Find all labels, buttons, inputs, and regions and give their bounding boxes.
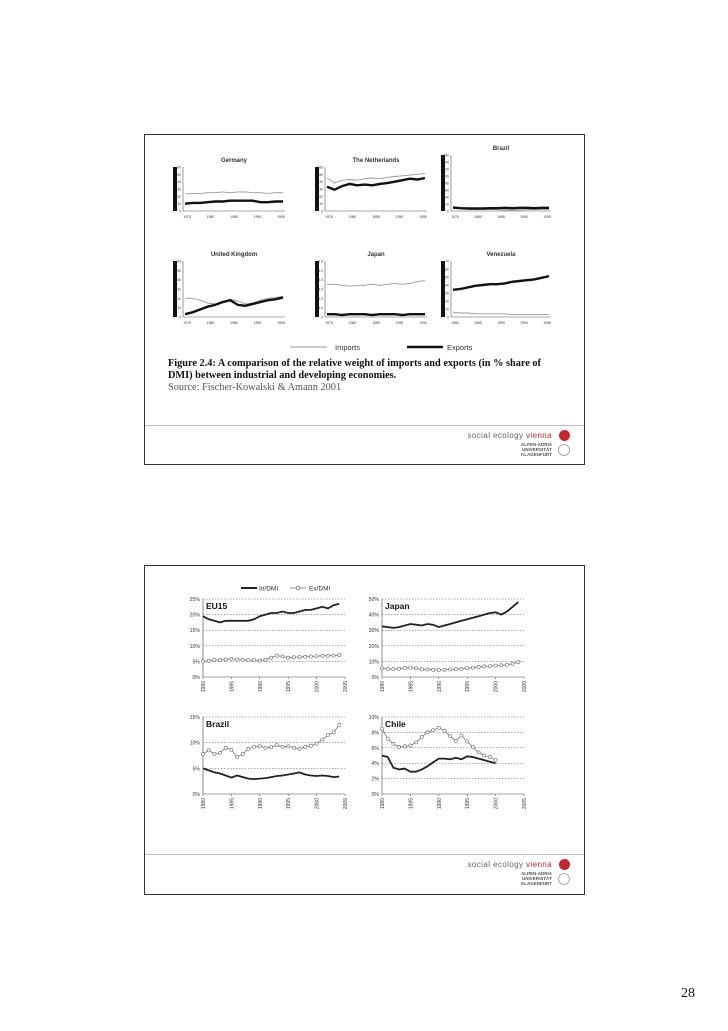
ex-dmi-point <box>415 667 418 670</box>
y-tick-label: 10 <box>177 202 181 207</box>
y-tick-label: 25% <box>189 597 200 603</box>
slide-footer-divider <box>145 854 584 855</box>
logo-text: social ecology vienna <box>467 431 552 440</box>
slide-figure-2-4 <box>144 134 585 465</box>
chart-title: Japan <box>385 601 410 611</box>
x-tick-label: 1980 <box>206 215 215 219</box>
y-tick-label: 50% <box>368 597 379 603</box>
x-tick-label: 1980 <box>348 215 357 219</box>
x-tick-label: 1985 <box>372 321 380 325</box>
x-tick-label: 1995 <box>465 681 472 693</box>
ex-dmi-point <box>304 745 307 748</box>
ex-dmi-point <box>298 747 301 750</box>
ex-dmi-point <box>403 745 406 748</box>
y-tick-label: 0% <box>371 792 379 798</box>
x-tick-label: 1980 <box>348 321 357 325</box>
x-tick-label: 2005 <box>522 681 528 693</box>
x-tick-label: 1980 <box>474 215 482 219</box>
x-tick-label: 1990 <box>395 215 404 219</box>
y-tick-label: 20 <box>319 194 323 199</box>
y-tick-label: 4.0 <box>318 278 323 283</box>
y-tick-label: 70 <box>445 259 449 264</box>
ex-dmi-point <box>213 752 216 755</box>
y-tick-label: 160 <box>443 153 449 158</box>
university-label: ALPEN-ADRIA UNIVERSITÄT KLAGENFURT <box>521 871 552 886</box>
legend-exports-label: Exports <box>447 343 473 352</box>
x-tick-label: 1975 <box>451 215 459 219</box>
y-tick-label: 40 <box>177 180 181 185</box>
x-tick-label: 1980 <box>206 321 215 325</box>
ex-dmi-point <box>437 726 440 729</box>
ex-dmi-point <box>264 658 267 661</box>
ex-dmi-point <box>326 654 329 657</box>
chart-title: Venezuela <box>486 252 516 258</box>
ex-dmi-point <box>454 739 457 742</box>
legend-ex-label: Ex/DMI <box>309 585 331 593</box>
y-tick-label: 60 <box>445 188 449 193</box>
ex-dmi-point <box>466 667 469 670</box>
y-tick-label: 3.0 <box>318 287 323 292</box>
imports-line <box>327 281 425 287</box>
country-chart-united-kingdom <box>173 252 285 325</box>
y-tick-label: 30 <box>445 291 449 296</box>
country-chart-germany <box>173 158 285 219</box>
x-tick-label: 2005 <box>522 798 528 810</box>
ex-dmi-point <box>397 667 400 670</box>
ex-dmi-point <box>298 655 301 658</box>
ex-dmi-point <box>380 667 383 670</box>
ex-dmi-point <box>517 661 520 664</box>
ex-dmi-point <box>466 740 469 743</box>
in-dmi-line <box>203 768 339 779</box>
ex-dmi-point <box>483 754 486 757</box>
y-tick-label: 40 <box>445 283 449 288</box>
y-tick-label: 10 <box>177 306 181 311</box>
y-tick-label: 6.0 <box>318 259 323 264</box>
chart-title: EU15 <box>206 601 228 611</box>
ex-dmi-point <box>397 745 400 748</box>
y-tick-label: 2.0 <box>318 296 323 301</box>
ex-dmi-point <box>432 729 435 732</box>
x-tick-label: 1995 <box>419 321 427 325</box>
ex-dmi-point <box>281 745 284 748</box>
dmi-charts-grid <box>145 566 586 826</box>
dmi-chart-chile <box>369 715 528 809</box>
x-tick-label: 1985 <box>230 321 238 325</box>
ex-dmi-point <box>213 658 216 661</box>
x-tick-label: 1985 <box>497 215 505 219</box>
social-ecology-vienna-logo <box>464 860 574 896</box>
ex-dmi-point <box>241 752 244 755</box>
ex-dmi-point <box>247 747 250 750</box>
ex-dmi-point <box>304 655 307 658</box>
x-tick-label: 1985 <box>229 798 236 810</box>
university-label: ALPEN-ADRIA UNIVERSITÄT KLAGENFURT <box>521 442 552 457</box>
ex-dmi-point <box>386 667 389 670</box>
ex-dmi-point <box>420 668 423 671</box>
ex-dmi-point <box>494 759 497 762</box>
ex-dmi-point <box>258 659 261 662</box>
y-tick-label: 15% <box>189 715 200 721</box>
y-tick-label: 1.0 <box>318 306 323 311</box>
ex-dmi-point <box>321 738 324 741</box>
y-tick-label: 60 <box>445 267 449 272</box>
ex-dmi-point <box>443 729 446 732</box>
x-tick-label: 2000 <box>314 798 321 810</box>
y-tick-label: 10 <box>319 202 323 207</box>
ex-dmi-point <box>201 660 204 663</box>
ex-dmi-point <box>511 662 514 665</box>
x-tick-label: 1990 <box>436 798 443 810</box>
x-tick-label: 1990 <box>395 321 404 325</box>
ex-dmi-point <box>236 755 239 758</box>
y-tick-label: 10% <box>189 643 200 650</box>
ex-dmi-point <box>236 658 239 661</box>
ex-dmi-point <box>488 755 491 758</box>
imports-line <box>185 192 283 194</box>
ex-dmi-point <box>471 666 474 669</box>
y-tick-label: 30 <box>319 187 323 192</box>
x-tick-label: 1985 <box>474 321 482 325</box>
x-tick-label: 1990 <box>257 681 264 693</box>
chart-title: Brazil <box>492 146 510 152</box>
ex-dmi-point <box>326 733 329 736</box>
x-tick-label: 1975 <box>183 321 191 325</box>
y-tick-label: 40 <box>177 278 181 283</box>
x-tick-label: 2005 <box>343 798 349 810</box>
x-tick-label: 1980 <box>201 681 207 693</box>
x-tick-label: 1995 <box>465 798 472 810</box>
legend <box>241 586 331 593</box>
slide-footer-divider <box>145 425 584 426</box>
university-seal-icon <box>558 444 570 456</box>
x-tick-label: 1995 <box>286 681 293 693</box>
ex-dmi-point <box>270 746 273 749</box>
logo-mark-icon <box>559 859 570 870</box>
exports-line <box>185 201 283 204</box>
ex-dmi-point <box>460 667 463 670</box>
x-tick-label: 1980 <box>451 321 459 325</box>
legend-in-label: In/DMI <box>259 585 279 593</box>
x-tick-label: 2005 <box>343 681 349 693</box>
x-tick-label: 1995 <box>277 321 285 325</box>
ex-dmi-point <box>315 742 318 745</box>
ex-dmi-point <box>338 723 341 726</box>
x-tick-label: 1995 <box>277 215 285 219</box>
y-tick-label: 120 <box>443 167 449 172</box>
y-tick-label: 20% <box>368 643 379 650</box>
ex-dmi-point <box>449 735 452 738</box>
ex-dmi-point <box>241 658 244 661</box>
x-tick-label: 1990 <box>497 321 505 325</box>
ex-dmi-point <box>449 668 452 671</box>
y-tick-label: 20 <box>445 202 449 207</box>
chart-title: The Netherlands <box>352 158 400 164</box>
dmi-chart-brazil <box>190 715 349 809</box>
chart-title: Germany <box>220 158 248 164</box>
ex-dmi-point <box>275 744 278 747</box>
x-tick-label: 1980 <box>201 798 207 810</box>
x-tick-label: 1975 <box>325 321 333 325</box>
ex-dmi-point <box>443 668 446 671</box>
ex-dmi-point <box>230 657 233 660</box>
y-tick-label: 40 <box>445 195 449 200</box>
y-tick-label: 30 <box>177 187 181 192</box>
y-tick-label: 20% <box>189 612 200 619</box>
ex-dmi-point <box>264 746 267 749</box>
ex-dmi-point <box>292 656 295 659</box>
y-tick-label: 5.0 <box>318 268 323 273</box>
x-tick-label: 1995 <box>543 215 551 219</box>
ex-dmi-point <box>380 727 383 730</box>
y-tick-label: 15% <box>189 628 200 635</box>
ex-dmi-point <box>392 742 395 745</box>
ex-dmi-point <box>247 659 250 662</box>
ex-dmi-point <box>309 744 312 747</box>
social-ecology-vienna-logo <box>464 431 574 467</box>
y-tick-label: 10 <box>445 307 449 312</box>
x-tick-label: 1996 <box>543 321 551 325</box>
page-number: 28 <box>681 986 695 1001</box>
y-tick-label: 140 <box>443 160 449 165</box>
country-chart-brazil <box>441 146 551 219</box>
ex-dmi-point <box>287 656 290 659</box>
x-tick-label: 1990 <box>257 798 264 810</box>
y-tick-label: 60 <box>177 165 181 170</box>
y-tick-label: 5% <box>192 766 200 773</box>
y-tick-label: 5% <box>192 659 200 666</box>
y-tick-label: 60 <box>319 165 323 170</box>
chart-title: Brazil <box>206 719 230 729</box>
dmi-chart-japan <box>369 597 528 692</box>
ex-dmi-point <box>437 668 440 671</box>
x-tick-label: 1995 <box>419 215 427 219</box>
ex-dmi-point <box>426 731 429 734</box>
exports-line <box>327 178 425 190</box>
ex-dmi-point <box>409 744 412 747</box>
ex-dmi-point <box>230 748 233 751</box>
ex-dmi-point <box>386 737 389 740</box>
country-chart-venezuela <box>441 252 551 325</box>
x-tick-label: 2000 <box>314 681 321 693</box>
ex-dmi-point <box>483 665 486 668</box>
ex-dmi-point <box>218 659 221 662</box>
exports-line <box>453 276 549 290</box>
country-chart-japan <box>315 252 427 325</box>
ex-dmi-point <box>275 654 278 657</box>
x-tick-label: 1994 <box>520 321 528 325</box>
x-tick-label: 2000 <box>493 798 500 810</box>
y-tick-label: 40 <box>319 180 323 185</box>
x-tick-label: 1990 <box>253 215 262 219</box>
y-tick-label: 0% <box>192 792 200 798</box>
x-tick-label: 1990 <box>436 681 443 693</box>
ex-dmi-point <box>253 745 256 748</box>
y-tick-label: 10% <box>189 740 200 747</box>
ex-dmi-point <box>338 654 341 657</box>
ex-dmi-point <box>292 746 295 749</box>
logo-mark-icon <box>559 430 570 441</box>
x-tick-label: 1975 <box>325 215 333 219</box>
ex-dmi-point <box>332 654 335 657</box>
y-tick-label: 0 <box>179 209 181 214</box>
figure-source: Source: Fischer-Kowalski & Amann 2001 <box>168 382 342 393</box>
y-tick-label: 0% <box>371 675 379 681</box>
ex-dmi-point <box>207 659 210 662</box>
slide-dmi-charts <box>144 565 585 895</box>
y-tick-label: 20 <box>445 299 449 304</box>
y-tick-label: 40% <box>368 612 379 619</box>
y-tick-label: 20 <box>177 296 181 301</box>
chart-title: Chile <box>385 719 406 729</box>
ex-dmi-point <box>403 666 406 669</box>
ex-dmi-point <box>505 663 508 666</box>
y-tick-label: 30% <box>368 628 379 635</box>
y-tick-label: 0 <box>447 315 449 320</box>
chart-title: United Kingdom <box>210 252 258 258</box>
chart-title: Japan <box>367 252 385 258</box>
y-tick-label: 50 <box>177 172 181 177</box>
dmi-chart-eu15 <box>190 597 349 692</box>
ex-dmi-point <box>258 745 261 748</box>
ex-dmi-point <box>287 745 290 748</box>
ex-dmi-point <box>426 668 429 671</box>
ex-dmi-line <box>203 725 339 757</box>
ex-dmi-point <box>281 655 284 658</box>
x-tick-label: 1985 <box>230 215 238 219</box>
ex-dmi-point <box>454 668 457 671</box>
y-tick-label: 50 <box>177 268 181 273</box>
y-tick-label: 50 <box>445 275 449 280</box>
y-tick-label: 20 <box>177 194 181 199</box>
ex-dmi-point <box>494 664 497 667</box>
y-tick-label: 80 <box>445 181 449 186</box>
x-tick-label: 1985 <box>372 215 380 219</box>
ex-dmi-point <box>392 668 395 671</box>
ex-dmi-point <box>270 656 273 659</box>
country-chart-the-netherlands <box>315 158 427 219</box>
y-tick-label: 10% <box>368 659 379 666</box>
legend-ex-marker <box>296 586 300 590</box>
exports-line <box>327 314 425 315</box>
ex-dmi-point <box>471 745 474 748</box>
y-tick-label: 0 <box>447 209 449 214</box>
x-tick-label: 1990 <box>520 215 528 219</box>
ex-dmi-point <box>224 746 227 749</box>
x-tick-label: 1980 <box>380 798 386 810</box>
ex-dmi-point <box>415 741 418 744</box>
ex-dmi-point <box>332 731 335 734</box>
y-tick-label: 50 <box>319 172 323 177</box>
figure-caption-text: Figure 2.4: A comparison of the relative weight of imports and exports (in % share of DMI) between industrial and developing economies. <box>168 358 541 381</box>
imports-line <box>453 312 549 314</box>
figure-caption <box>168 358 568 394</box>
ex-dmi-point <box>218 751 221 754</box>
y-tick-label: 0 <box>179 315 181 320</box>
y-tick-label: 6% <box>371 745 379 752</box>
ex-dmi-point <box>409 666 412 669</box>
ex-dmi-point <box>488 665 491 668</box>
x-tick-label: 1975 <box>183 215 191 219</box>
legend-imports-label: Imports <box>335 343 361 352</box>
x-tick-label: 1985 <box>229 681 236 693</box>
ex-dmi-point <box>309 655 312 658</box>
ex-dmi-point <box>420 735 423 738</box>
ex-dmi-point <box>207 749 210 752</box>
ex-dmi-point <box>224 658 227 661</box>
y-tick-label: 2% <box>371 776 379 783</box>
legend <box>290 343 473 352</box>
y-tick-label: 10% <box>368 715 379 721</box>
ex-dmi-point <box>460 734 463 737</box>
ex-dmi-point <box>500 664 503 667</box>
y-tick-label: 8% <box>371 730 379 737</box>
y-tick-label: 4% <box>371 761 379 768</box>
logo-text: social ecology vienna <box>467 860 552 869</box>
x-tick-label: 1995 <box>286 798 293 810</box>
y-tick-label: 0 <box>321 209 323 214</box>
university-seal-icon <box>558 873 570 885</box>
in-dmi-line <box>382 756 496 772</box>
exports-line <box>453 208 549 209</box>
y-tick-label: 0 <box>321 315 323 320</box>
y-tick-label: 0% <box>192 675 200 681</box>
x-tick-label: 1985 <box>408 798 415 810</box>
country-charts-grid <box>145 135 586 355</box>
ex-dmi-point <box>477 751 480 754</box>
ex-dmi-point <box>432 668 435 671</box>
ex-dmi-point <box>253 659 256 662</box>
ex-dmi-point <box>477 665 480 668</box>
ex-dmi-point <box>201 752 204 755</box>
x-tick-label: 1980 <box>380 681 386 693</box>
x-tick-label: 1985 <box>408 681 415 693</box>
y-tick-label: 100 <box>443 174 449 179</box>
x-tick-label: 1990 <box>253 321 262 325</box>
ex-dmi-point <box>315 655 318 658</box>
ex-dmi-point <box>321 654 324 657</box>
y-tick-label: 60 <box>177 259 181 264</box>
x-tick-label: 2000 <box>493 681 500 693</box>
y-tick-label: 30 <box>177 287 181 292</box>
